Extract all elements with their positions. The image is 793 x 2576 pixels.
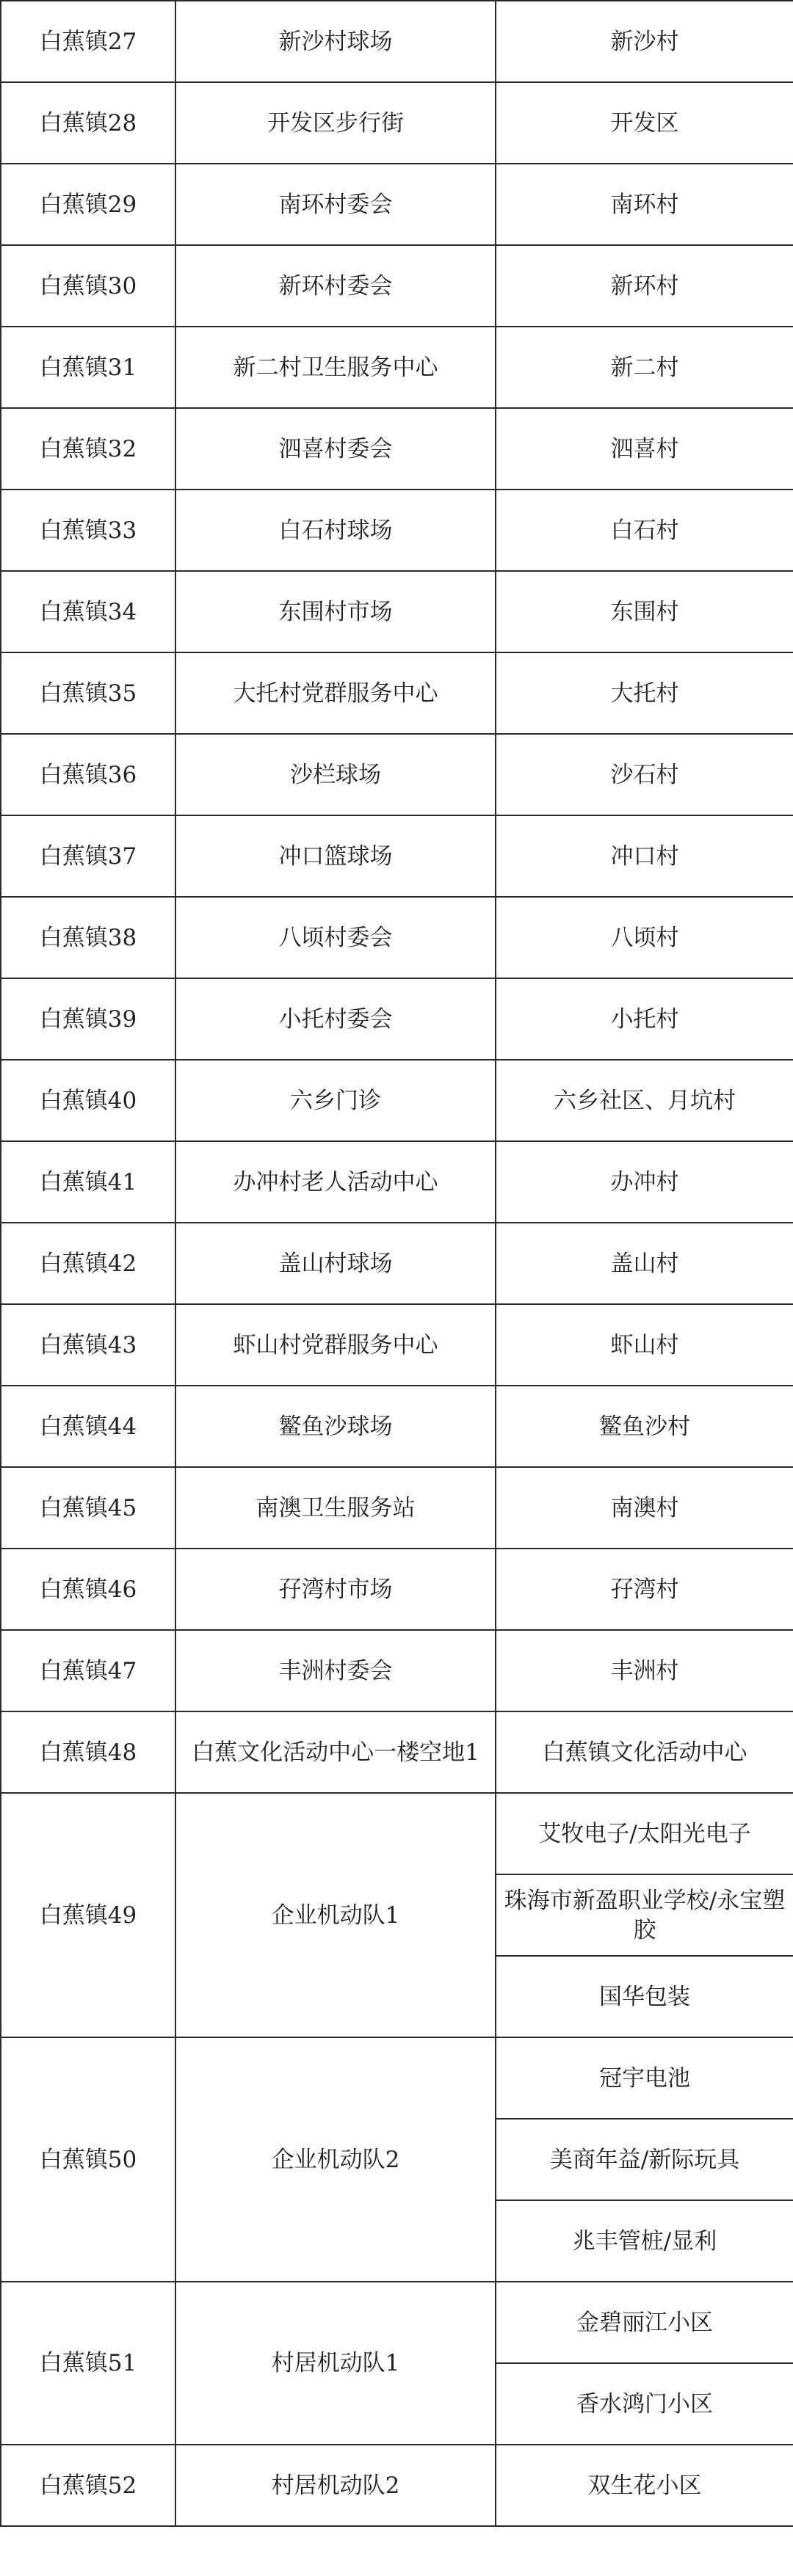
table-row: [1, 1386, 793, 1467]
cell-code: 白蕉镇47: [1, 1630, 175, 1711]
table-row: [1, 571, 793, 652]
cell-area: 沙石村: [496, 734, 793, 815]
table-row: [1, 897, 793, 978]
cell-area: 虾山村: [496, 1304, 793, 1386]
cell-area: 冲口村: [496, 815, 793, 897]
table-row: [1, 82, 793, 164]
cell-code: 白蕉镇30: [1, 245, 175, 327]
cell-code: 白蕉镇43: [1, 1304, 175, 1386]
cell-site: 开发区步行街: [175, 82, 496, 164]
cell-code: 白蕉镇49: [1, 1793, 175, 2037]
cell-area: 艾牧电子/太阳光电子: [496, 1793, 793, 1874]
table-row: [1, 1, 793, 82]
cell-site: 盖山村球场: [175, 1223, 496, 1304]
cell-site: 村居机动队2: [175, 2445, 496, 2526]
cell-site: 大托村党群服务中心: [175, 652, 496, 734]
cell-code: 白蕉镇35: [1, 652, 175, 734]
cell-area: 泗喜村: [496, 408, 793, 490]
cell-site: 泗喜村委会: [175, 408, 496, 490]
cell-area: 新二村: [496, 327, 793, 408]
cell-code: 白蕉镇42: [1, 1223, 175, 1304]
table-row: [1, 2445, 793, 2526]
cell-area: 白蕉镇文化活动中心: [496, 1711, 793, 1793]
cell-site: 新沙村球场: [175, 1, 496, 82]
cell-site: 新二村卫生服务中心: [175, 327, 496, 408]
table-row: [1, 164, 793, 245]
cell-area: 国华包装: [496, 1956, 793, 2037]
table-body: [1, 1, 793, 2526]
cell-site: 八顷村委会: [175, 897, 496, 978]
cell-code: 白蕉镇34: [1, 571, 175, 652]
cell-site: 六乡门诊: [175, 1060, 496, 1141]
cell-area: 开发区: [496, 82, 793, 164]
table-row: [1, 490, 793, 571]
cell-area: 新沙村: [496, 1, 793, 82]
table-row: [1, 1711, 793, 1793]
table-row: [1, 1793, 793, 1874]
cell-area: 白石村: [496, 490, 793, 571]
cell-area: 兆丰管桩/显利: [496, 2200, 793, 2282]
cell-code: 白蕉镇33: [1, 490, 175, 571]
table-row: [1, 815, 793, 897]
cell-site: 冲口篮球场: [175, 815, 496, 897]
cell-code: 白蕉镇29: [1, 164, 175, 245]
table-row: [1, 1223, 793, 1304]
table-row: [1, 2037, 793, 2119]
cell-code: 白蕉镇48: [1, 1711, 175, 1793]
cell-area: 美商年益/新际玩具: [496, 2119, 793, 2200]
table-row: [1, 1549, 793, 1630]
cell-area: 金碧丽江小区: [496, 2282, 793, 2363]
cell-site: 鳘鱼沙球场: [175, 1386, 496, 1467]
cell-area: 小托村: [496, 978, 793, 1060]
cell-area: 南澳村: [496, 1467, 793, 1549]
cell-code: 白蕉镇37: [1, 815, 175, 897]
cell-area: 鳘鱼沙村: [496, 1386, 793, 1467]
cell-area: 香水鸿门小区: [496, 2363, 793, 2445]
table-row: [1, 1304, 793, 1386]
cell-area: 东围村: [496, 571, 793, 652]
cell-site: 白蕉文化活动中心一楼空地1: [175, 1711, 496, 1793]
cell-site: 新环村委会: [175, 245, 496, 327]
cell-code: 白蕉镇38: [1, 897, 175, 978]
cell-code: 白蕉镇45: [1, 1467, 175, 1549]
cell-site: 东围村市场: [175, 571, 496, 652]
table-row: [1, 652, 793, 734]
table-row: [1, 408, 793, 490]
cell-area: 冠宇电池: [496, 2037, 793, 2119]
cell-area: 珠海市新盈职业学校/永宝塑胶: [496, 1874, 793, 1956]
table-row: [1, 1467, 793, 1549]
cell-area: 新环村: [496, 245, 793, 327]
table-row: [1, 1141, 793, 1223]
cell-code: 白蕉镇50: [1, 2037, 175, 2282]
cell-code: 白蕉镇44: [1, 1386, 175, 1467]
cell-code: 白蕉镇40: [1, 1060, 175, 1141]
cell-area: 双生花小区: [496, 2445, 793, 2526]
cell-code: 白蕉镇46: [1, 1549, 175, 1630]
cell-site: 企业机动队2: [175, 2037, 496, 2282]
cell-site: 办冲村老人活动中心: [175, 1141, 496, 1223]
table-row: [1, 327, 793, 408]
table-row: [1, 734, 793, 815]
cell-code: 白蕉镇36: [1, 734, 175, 815]
table-row: [1, 978, 793, 1060]
cell-site: 村居机动队1: [175, 2282, 496, 2445]
cell-site: 丰洲村委会: [175, 1630, 496, 1711]
cell-site: 孖湾村市场: [175, 1549, 496, 1630]
cell-site: 白石村球场: [175, 490, 496, 571]
cell-area: 办冲村: [496, 1141, 793, 1223]
table-row: [1, 245, 793, 327]
table-row: [1, 2282, 793, 2363]
cell-site: 南环村委会: [175, 164, 496, 245]
cell-area: 大托村: [496, 652, 793, 734]
cell-site: 南澳卫生服务站: [175, 1467, 496, 1549]
cell-code: 白蕉镇28: [1, 82, 175, 164]
cell-code: 白蕉镇31: [1, 327, 175, 408]
cell-area: 八顷村: [496, 897, 793, 978]
cell-area: 南环村: [496, 164, 793, 245]
cell-area: 盖山村: [496, 1223, 793, 1304]
table-row: [1, 1630, 793, 1711]
cell-site: 虾山村党群服务中心: [175, 1304, 496, 1386]
cell-site: 小托村委会: [175, 978, 496, 1060]
cell-code: 白蕉镇41: [1, 1141, 175, 1223]
table-row: [1, 1060, 793, 1141]
cell-area: 丰洲村: [496, 1630, 793, 1711]
cell-site: 企业机动队1: [175, 1793, 496, 2037]
cell-site: 沙栏球场: [175, 734, 496, 815]
cell-area: 六乡社区、月坑村: [496, 1060, 793, 1141]
cell-code: 白蕉镇32: [1, 408, 175, 490]
cell-area: 孖湾村: [496, 1549, 793, 1630]
cell-code: 白蕉镇27: [1, 1, 175, 82]
cell-code: 白蕉镇52: [1, 2445, 175, 2526]
cell-code: 白蕉镇39: [1, 978, 175, 1060]
cell-code: 白蕉镇51: [1, 2282, 175, 2445]
